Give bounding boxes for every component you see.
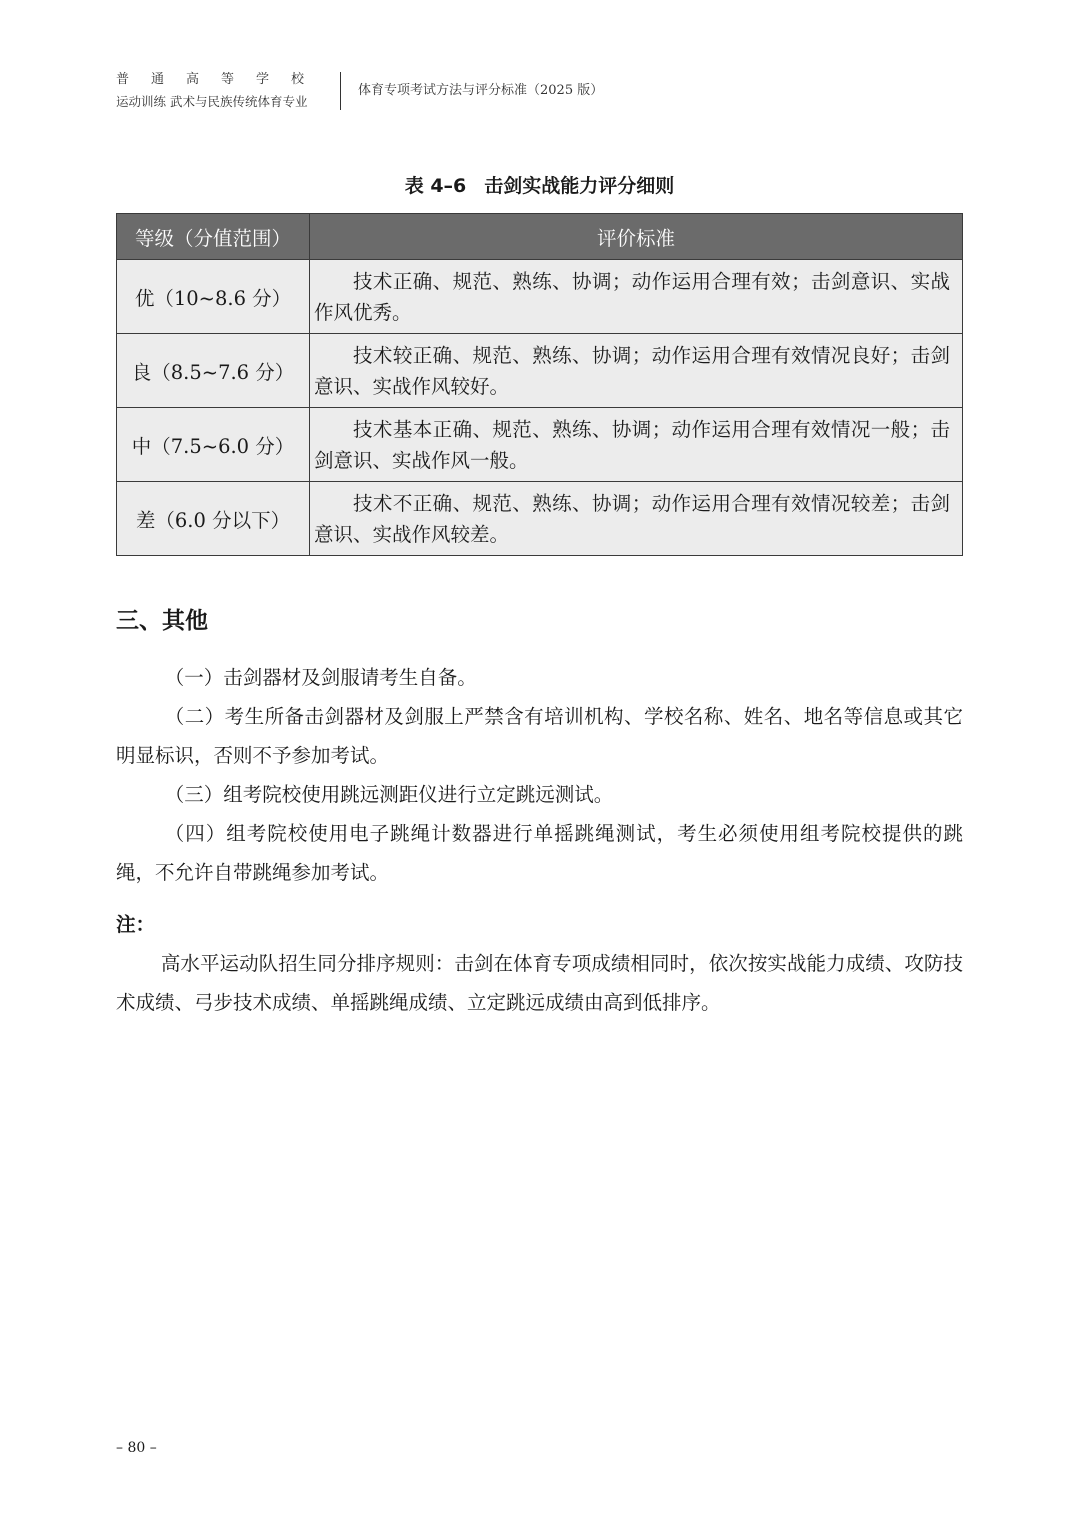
grade-cell: 优（10~8.6 分） — [117, 260, 310, 334]
table-header-row — [117, 214, 963, 260]
table-caption-number: 表 4–6 — [404, 175, 467, 197]
page-number: – 80 – — [116, 1440, 157, 1456]
running-header-divider — [340, 72, 341, 110]
table-row — [117, 482, 963, 556]
criteria-cell: 技术正确、规范、熟练、协调；动作运用合理有效；击剑意识、实战作风优秀。 — [310, 260, 963, 334]
running-header-left — [116, 70, 326, 112]
table-caption-title: 击剑实战能力评分细则 — [484, 175, 675, 197]
table-row — [117, 408, 963, 482]
table-caption — [116, 173, 963, 199]
grade-cell: 中（7.5~6.0 分） — [117, 408, 310, 482]
running-header — [116, 70, 716, 118]
note-label: 注： — [116, 913, 156, 936]
column-header-grade: 等级（分值范围） — [117, 214, 310, 260]
running-header-series: 普通高等学校 — [116, 72, 327, 87]
scoring-criteria-table — [116, 213, 963, 556]
running-header-book-title: 体育专项考试方法与评分标准（2025 版） — [358, 83, 604, 98]
grade-cell: 良（8.5~7.6 分） — [117, 334, 310, 408]
running-header-subject: 运动训练 武术与民族传统体育专业 — [116, 94, 308, 109]
section-heading: 三、其他 — [116, 607, 208, 634]
paragraph-item-4: （四）组考院校使用电子跳绳计数器进行单摇跳绳测试，考生必须使用组考院校提供的跳绳，不允许自带跳绳参加考试。 — [116, 822, 963, 884]
note-text: 高水平运动队招生同分排序规则：击剑在体育专项成绩相同时，依次按实战能力成绩、攻防技术成绩、弓步技术成绩、单摇跳绳成绩、立定跳远成绩由高到低排序。 — [116, 952, 963, 1014]
paragraph-item-1: （一）击剑器材及剑服请考生自备。 — [164, 666, 477, 689]
column-header-criteria: 评价标准 — [310, 214, 963, 260]
table-row — [117, 260, 963, 334]
table-row — [117, 334, 963, 408]
criteria-cell: 技术不正确、规范、熟练、协调；动作运用合理有效情况较差；击剑意识、实战作风较差。 — [310, 482, 963, 556]
paragraph-item-2: （二）考生所备击剑器材及剑服上严禁含有培训机构、学校名称、姓名、地名等信息或其它明显标识，否则不予参加考试。 — [116, 705, 963, 767]
grade-cell: 差（6.0 分以下） — [117, 482, 310, 556]
paragraph-item-3: （三）组考院校使用跳远测距仪进行立定跳远测试。 — [164, 783, 614, 806]
criteria-cell: 技术基本正确、规范、熟练、协调；动作运用合理有效情况一般；击剑意识、实战作风一般。 — [310, 408, 963, 482]
criteria-cell: 技术较正确、规范、熟练、协调；动作运用合理有效情况良好；击剑意识、实战作风较好。 — [310, 334, 963, 408]
